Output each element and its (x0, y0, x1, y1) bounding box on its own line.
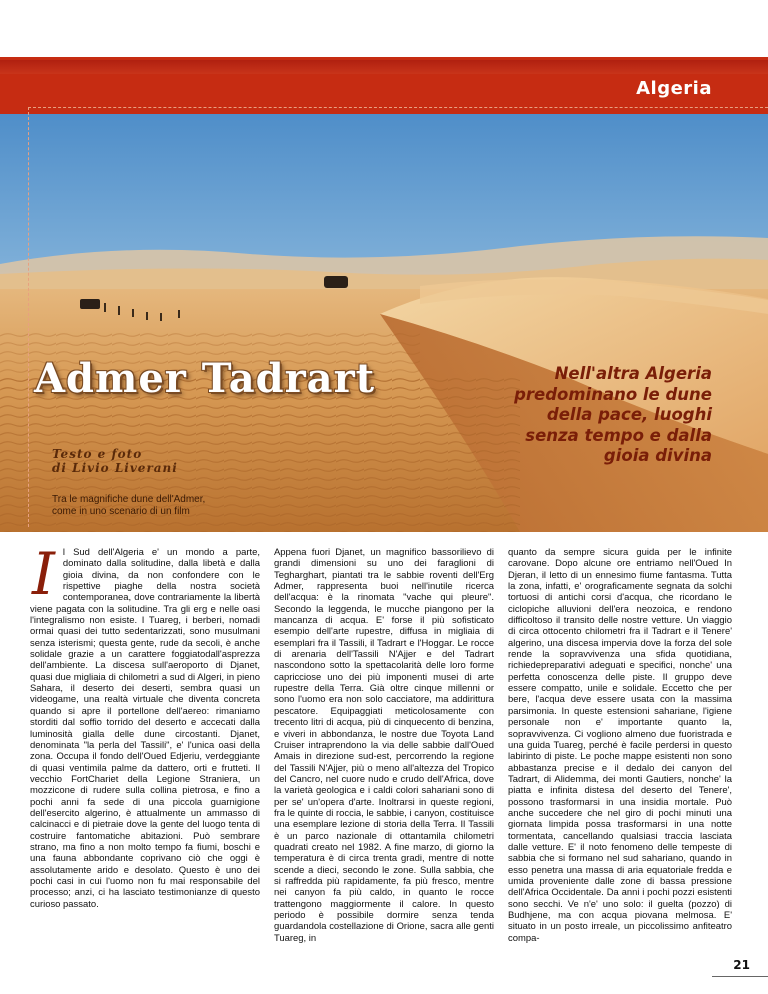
section-header-stripe (0, 60, 768, 74)
byline-line-1: Testo e foto (52, 447, 143, 461)
section-label: Algeria (636, 78, 712, 99)
article-subhead: Nell'altra Algeria predominano le dune della pace, luoghi senza tempo e dalla gioia divina (514, 364, 712, 465)
article-title: Admer Tadrart (34, 355, 376, 402)
decorative-dotted-line (28, 107, 768, 108)
column-1-text: l Sud dell'Algeria e' un mondo a parte, dominato dalla solitudine, dalla libetà e dalla gioia divina, da non confondere con le rispettive piaghe della nostra società contemporanea, dove contrariamente la libertà viene pagata con la solitudine. Tra gli erg e nelle oasi l'integralismo non esiste. I Tuareg, i berberi, nomadi ormai quasi dei tutto sedentarizzati, sono musulmani senza isterismi; questa gente, rude da secoli, è anche solidale grazie a un carattere foggiatodall'asprezza dell'ambiente. La discesa sull'aeroporto di Djanet, quasi due migliaia di chilometri a sud di Algeri, in pieno Sahara, il deserto dei deserti, sembra quasi un videogame, una realtà virtuale che diventa concreta quando si apre il portellone dell'aereo: rimaniamo storditi dal soffio torrido del deserto e accecati dalla luminosità gialla delle dune circostanti. Djanet, denominata "la perla del Tassili", e' l'unica oasi della zona. Occupa il fondo dell'Oued Edjeriu, verdeggiante di quasi ventimila palme da dattero, orti e frutteti. Il vecchio FortChariet della Legione Straniera, un mozzicone di rudere sulla collina pietrosa, e fino a pochi anni fa sede di una piccola guarnigione dell'esercito algerino, è attualmente un ammasso di calcinacci e di pietraie dove la gente del luogo tenta di costruire fantomatiche abitazioni. Può sembrare strano, ma fino a non molto tempo fa fiumi, boschi e una fauna abbondante coprivano ciò che oggi è assolutamente arido e desolato. Questo è uno dei pochi casi in cui l'uomo non fu mai responsabile del processo; anzi, ci ha lasciato testimonianze di questo curioso passato. (30, 547, 260, 910)
article-byline (52, 447, 178, 475)
article-column-1 (30, 540, 260, 910)
byline-line-2: di Livio Liverani (52, 461, 178, 475)
article-column-2 (274, 547, 494, 944)
photo-caption: Tra le magnifiche dune dell'Admer, come in uno scenario di un film (52, 494, 206, 517)
column-3-text: quanto da sempre sicura guida per le infinite carovane. Dopo alcune ore entriamo nell'Oued In Djeran, il letto di un ennesimo fiume fantasma. Tutta la zona, infatti, e' orograficamente segnata da solchi tortuosi di antichi corsi d'acqua, che ricordano le ciclopiche alluvioni dell'era neozoica, e rendono difficoltoso il transito delle nostre vetture. Un viaggio di circa ottocento chilometri fra il Tadrart e il Tenere' algerino, una discesa impervia dove la forza del sole rende la sopravvivenza una sfida quotidiana, richiedepreparativi adeguati e specifici, nonche' una perfetta conoscenza delle piste. Il gruppo deve essere compatto, unile e solidale. Eccetto che per bere, l'acqua deve essere usata con la massima parsimonia. In queste estensioni sahariane, l'igiene personale non e' importante quanto la, sopravvivenza. Ci vogliono almeno due fuoristrada e una guida Tuareg, perché è facile perdersi in questo labirinto di piste. Le poche mappe esistenti non sono abbastanza precise e il dedalo dei canyon del Tadrart, di Alidemma, dei monti Gautiers, nonche' la piatta e infinita distesa del deserto del Tenere', possono trasformarsi in una insidia mortale. Può anche succedere che nel giro di pochi minuti una giornata limpida possa trasformarsi in una notte tormentata, cancellando qualsiasi traccia lasciata dalle vetture. E' il noto fenomeno delle tempeste di sabbia che si formano nel sud sahariano, quando in esso penetra una massa di aria equatoriale fredda e umida proveniente dalle zone di bassa pressione dell'Africa Occidentale. Da anni i pochi pozzi esistenti sono secchi. Ve n'e' uno solo: il guelta (pozzo) di Budhjene, ma con acqua piovana melmosa. E' situato in un posto irreale, un piccolissimo anfiteatro compa- (508, 547, 732, 944)
column-2-text: Appena fuori Djanet, un magnifico bassorilievo di grandi dimensioni su uno dei faraglioni di Tegharghart, piantati tra le sabbie roventi dell'Erg Admer, rappresenta buoi nell'inutile ricerca dell'acqua: è la rinomata "vache qui pleure". Secondo la leggenda, le mucche piangono per la mancanza di acqua. E' forse il più sofisticato esempio dell'arte rupestre, diffusa in migliaia di esemplari fra il Tassili, il Tadrart e l'Hoggar. Le rocce di arenaria dell'Tassili N'Ajjer e del Tadrart nascondono sotto la spettacolarità delle loro forme capricciose uno dei più imponenti musei di arte rupestre della Terra. Già oltre cinque millenni or sono l'uomo era non solo cacciatore, ma addirittura pescatore. Equipaggiati meticolosamente con trecento litri di acqua, più di cinquecento di benzina, e viveri in abbondanza, le nostre due Toyota Land Cruiser intraprendono la via delle sabbie dall'Oued Amais in direzione sud-est, percorrendo la regione del Tassili N'Ajjer, più o meno all'altezza del Tropico del Cancro, nel cuore nudo e crudo dell'Africa, dove la varietà geologica e i caldi colori sahariani sono di per se' un'opera d'arte. Inoltrarsi in queste regioni, fra le quinte di roccia, le sabbie, i canyon, costituisce una esemplare lezione di storia della Terra. Il Tassili è un parco nazionale di ottantamila chilometri quadrati creato nel 1982. A fine marzo, di giorno la temperatura è di circa trenta gradi, mentre di notte scende a dieci, secondo le zone. Sulla sabbia, che si raffredda più rapidamente, fa più fresco, mentre nei canyon fa più caldo, in quanto le rocce trattengono maggiormente il calore. In questo periodo è possibile dormire senza tenda guardandola costellazione di Orione, sacra alle genti Tuareg, in (274, 547, 494, 944)
vehicle-right (324, 276, 348, 288)
vehicle-left (80, 299, 100, 309)
footer-rule (712, 976, 768, 977)
page-number: 21 (733, 958, 750, 972)
article-column-3 (508, 547, 732, 944)
article-body (30, 532, 732, 972)
drop-cap: I (32, 540, 55, 608)
decorative-dotted-line-vertical (28, 107, 29, 527)
